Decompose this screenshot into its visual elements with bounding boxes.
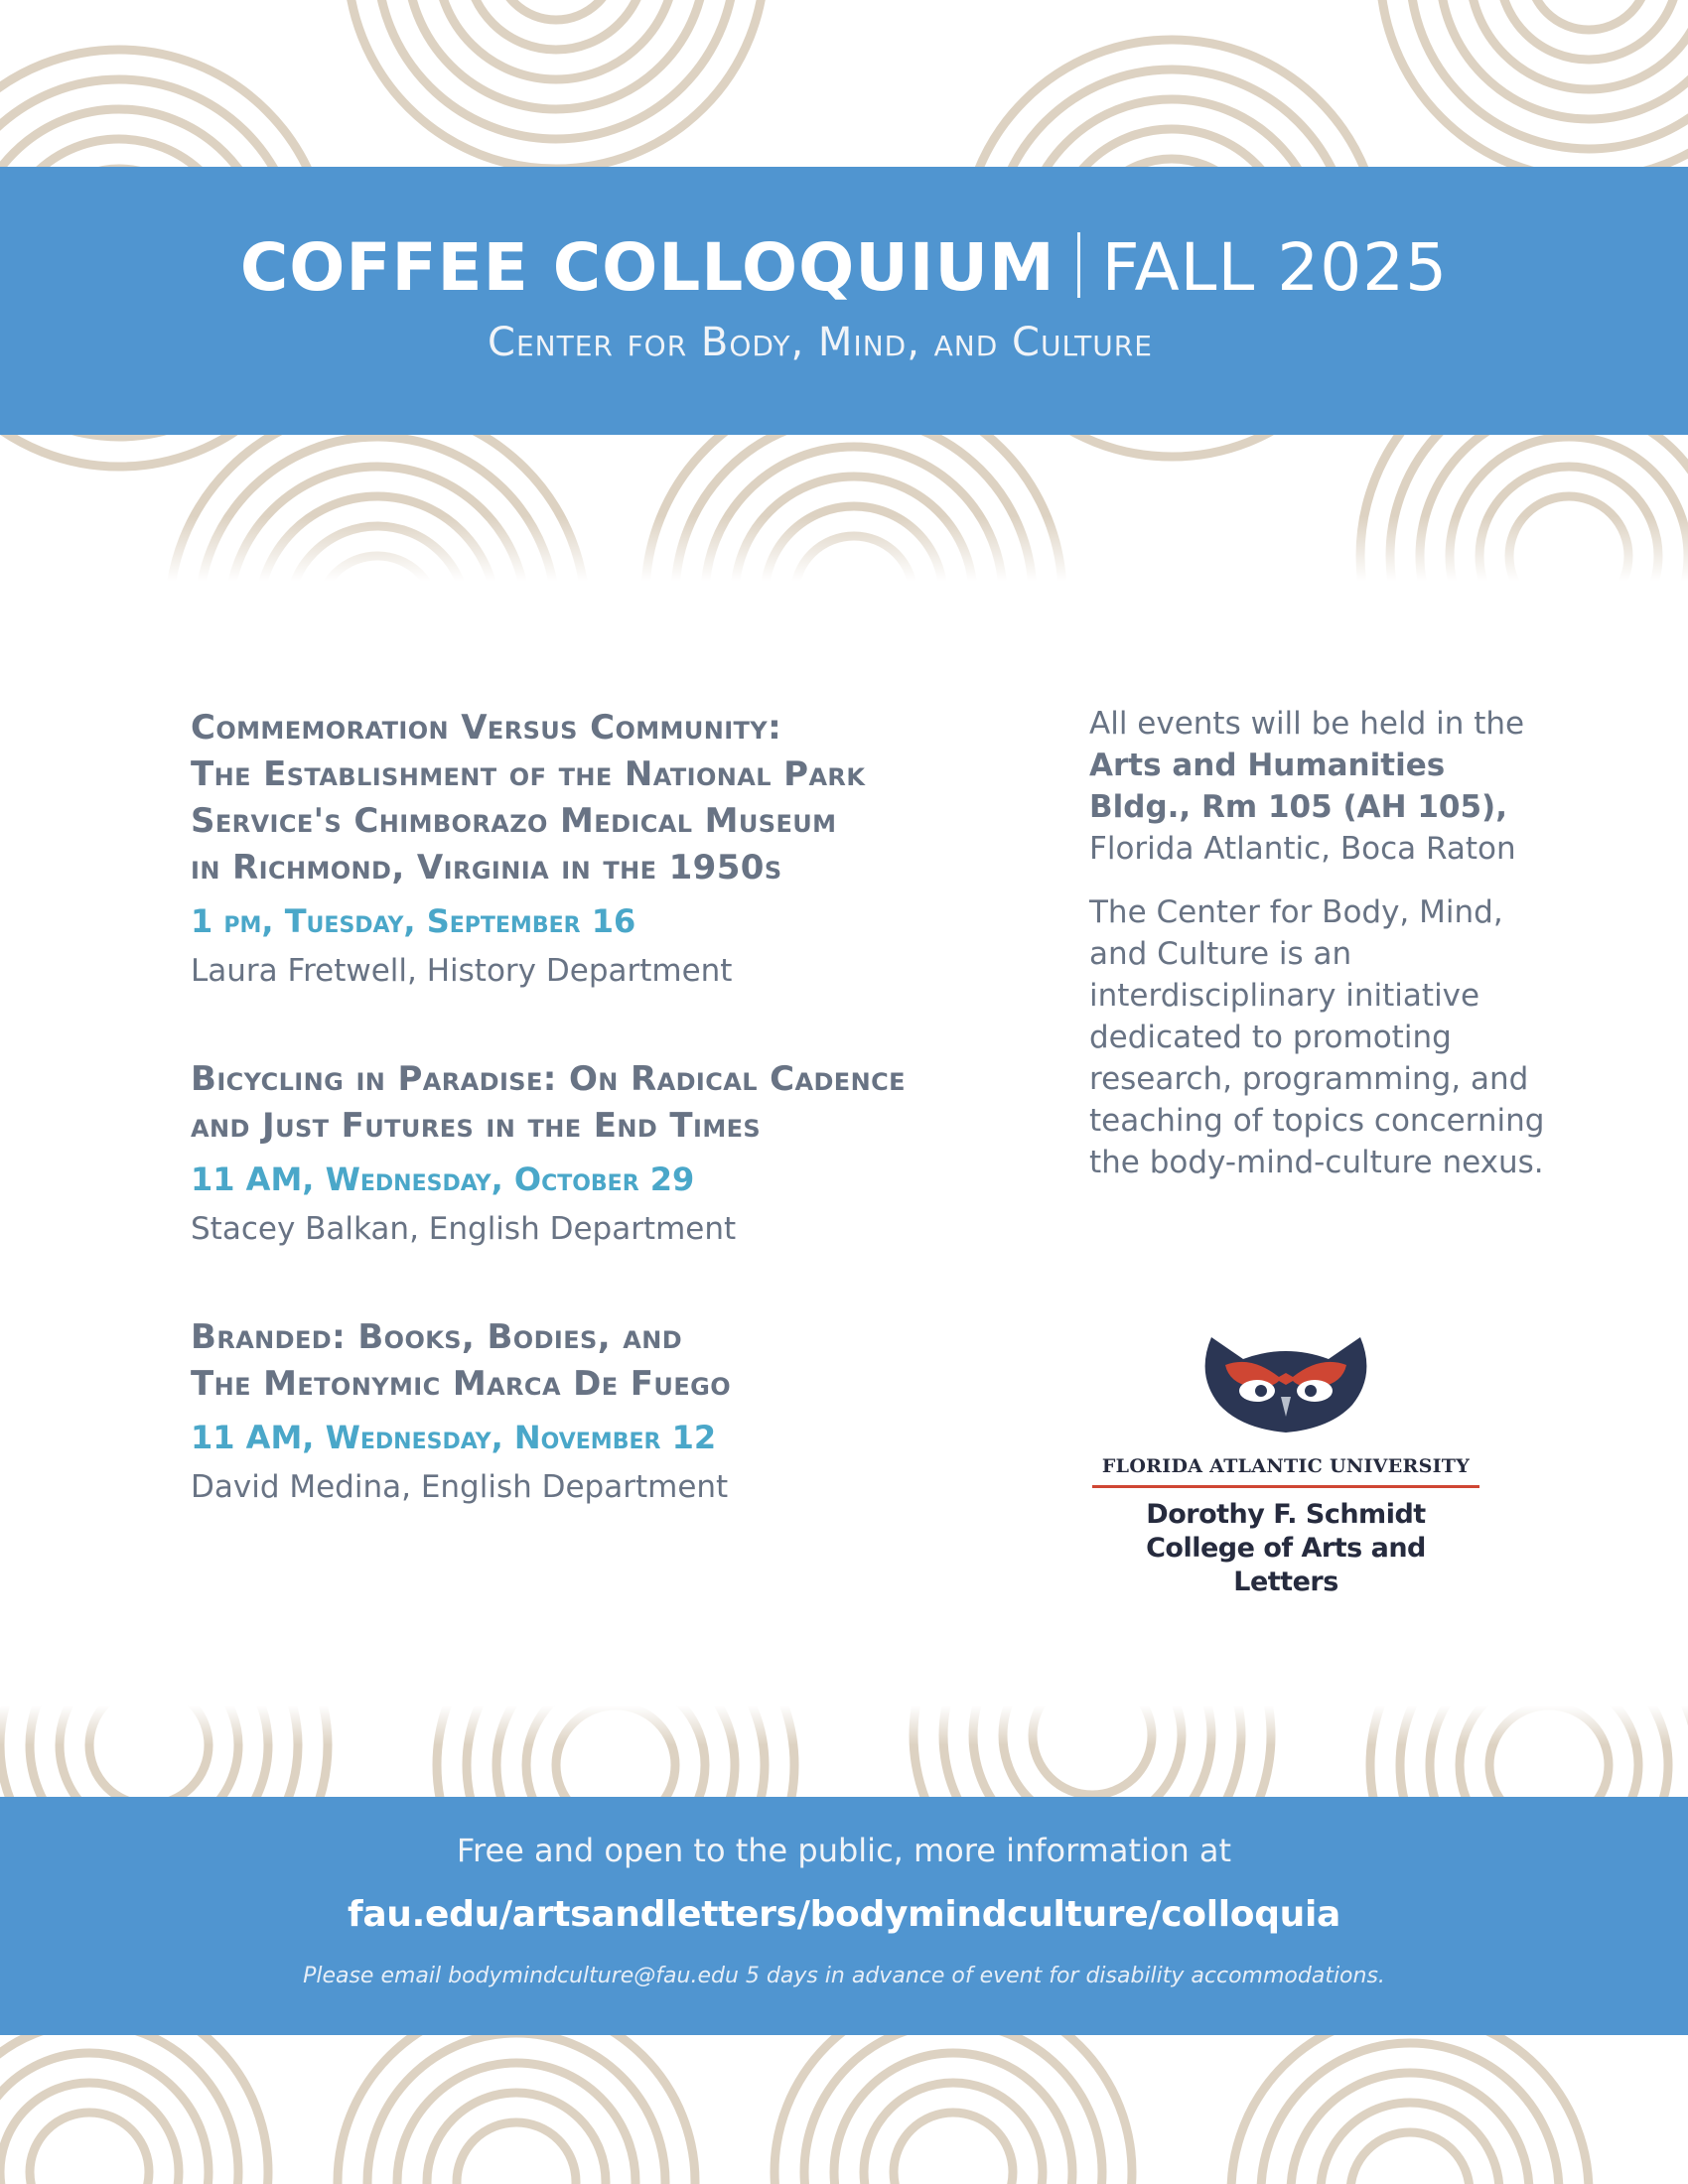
accessibility-note: Please email bodymindculture@fau.edu 5 days in advance of event for disability accommodations. bbox=[303, 1964, 1385, 1988]
footer-line: Free and open to the public, more information at bbox=[456, 1832, 1232, 1869]
events-list bbox=[191, 705, 1005, 1569]
title-separator bbox=[1077, 232, 1080, 298]
footer-url-link[interactable]: fau.edu/artsandletters/bodymindculture/colloquia bbox=[347, 1894, 1341, 1935]
about-center: The Center for Body, Mind, and Culture is an interdisciplinary initiative dedicated to promoting research, programming, and teaching of topics concerning the body-mind-culture nexus. bbox=[1089, 894, 1545, 1180]
event-speaker: David Medina, English Department bbox=[191, 1469, 729, 1505]
location-pre: All events will be held in the bbox=[1089, 706, 1525, 742]
event-item bbox=[191, 1056, 1005, 1253]
sidebar-info bbox=[1089, 703, 1546, 1205]
location-building: Arts and Humanities Bldg., Rm 105 (AH 105), bbox=[1089, 748, 1507, 825]
event-date: 11 AM, Wednesday, November 12 bbox=[191, 1419, 717, 1456]
event-speaker: Stacey Balkan, English Department bbox=[191, 1211, 737, 1247]
college-line1: Dorothy F. Schmidt bbox=[1146, 1499, 1426, 1530]
owl-icon bbox=[1192, 1325, 1380, 1434]
university-name: FLORIDA ATLANTIC UNIVERSITY bbox=[1101, 1455, 1471, 1477]
event-item bbox=[191, 1314, 1005, 1511]
title-bold: COFFEE COLLOQUIUM bbox=[239, 229, 1055, 306]
location-post: Florida Atlantic, Boca Raton bbox=[1089, 831, 1516, 867]
event-title: Commemoration Versus Community: The Establishment of the National Park Service's Chimborazo Medical Museum in Richmond, Virginia in the 1950s bbox=[191, 708, 866, 887]
subtitle: Center for Body, Mind, and Culture bbox=[488, 320, 1153, 365]
event-item bbox=[191, 705, 1005, 995]
event-title: Bicycling in Paradise: On Radical Cadence and Just Futures in the End Times bbox=[191, 1059, 906, 1146]
fau-logo bbox=[1092, 1325, 1479, 1599]
title-light: FALL 2025 bbox=[1101, 229, 1449, 306]
location-info bbox=[1089, 703, 1546, 870]
page-title bbox=[0, 228, 1688, 308]
event-title: Branded: Books, Bodies, and The Metonymic Marca De Fuego bbox=[191, 1317, 732, 1404]
event-date: 1 pm, Tuesday, September 16 bbox=[191, 902, 636, 940]
event-date: 11 AM, Wednesday, October 29 bbox=[191, 1160, 695, 1198]
logo-divider bbox=[1092, 1485, 1479, 1488]
college-line2: College of Arts and Letters bbox=[1146, 1533, 1426, 1597]
event-speaker: Laura Fretwell, History Department bbox=[191, 953, 733, 989]
